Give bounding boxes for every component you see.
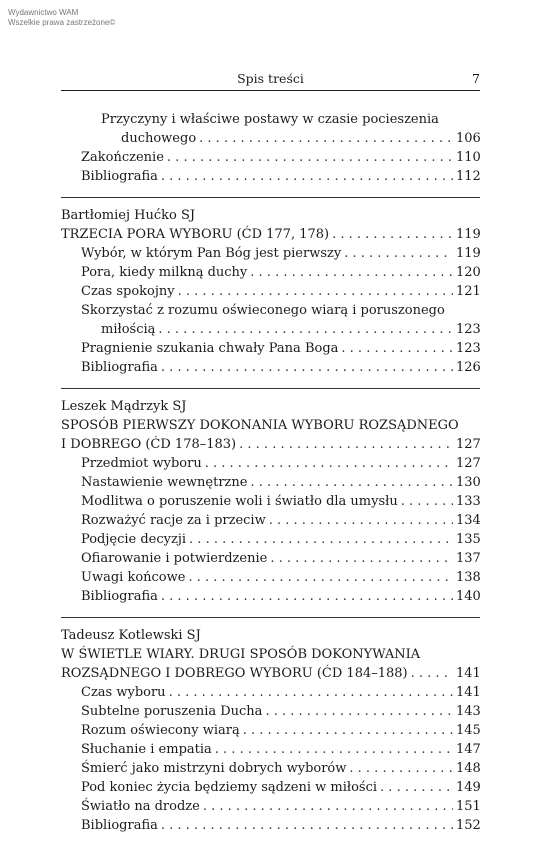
toc-entry-text: Modlitwa o poruszenie woli i światło dla umysłu: [81, 494, 398, 509]
toc-entry-text: Pora, kiedy milkną duchy: [81, 265, 248, 280]
toc-entry: [61, 816, 480, 835]
publisher-watermark: [8, 8, 115, 28]
watermark-line2: Wszelkie prawa zastrzeżone©: [8, 18, 116, 27]
toc-entry: [61, 702, 480, 721]
toc-entry-text: miłością: [101, 322, 156, 337]
section-title-cont: [61, 664, 480, 683]
toc-entry-text: Skorzystać z rozumu oświeconego wiarą i poruszonego: [81, 303, 445, 318]
toc-entry: [61, 301, 480, 320]
toc-page: 130: [456, 475, 481, 490]
toc-entry-text: duchowego: [121, 131, 197, 146]
section-author: Bartłomiej Hućko SJ: [61, 208, 196, 223]
toc-page: 127: [456, 437, 481, 452]
toc-page: 134: [456, 513, 481, 528]
toc-entry: [61, 148, 480, 167]
toc-entry: [61, 511, 480, 530]
section-title-text: W ŚWIETLE WIARY. DRUGI SPOSÓB DOKONYWANIA: [61, 647, 421, 662]
toc-page: 141: [456, 685, 481, 700]
toc-entry: [61, 358, 480, 377]
toc-entry-text: Bibliografia: [81, 360, 158, 375]
toc-page: 123: [456, 322, 481, 337]
toc-entry-text: Słuchanie i empatia: [81, 742, 212, 757]
section-author: Leszek Mądrzyk SJ: [61, 399, 187, 414]
toc-page: 140: [456, 589, 481, 604]
header-title: Spis treści: [237, 71, 304, 86]
toc-entry-text: Ofiarowanie i potwierdzenie: [81, 551, 268, 566]
toc-entry: [61, 167, 480, 186]
toc-page: 149: [456, 780, 481, 795]
toc-page: 135: [456, 532, 481, 547]
toc-page: 133: [456, 494, 481, 509]
toc-entry: [61, 530, 480, 549]
toc-entry-text: Rozważyć racje za i przeciw: [81, 513, 266, 528]
toc-page: 110: [456, 150, 481, 165]
toc-page: 137: [456, 551, 481, 566]
section-title: [61, 225, 480, 244]
toc-entry-text: Subtelne poruszenia Ducha: [81, 704, 263, 719]
toc-entry: [61, 721, 480, 740]
toc-entry: [61, 549, 480, 568]
section-title-text: I DOBREGO (ĆD 178–183): [61, 437, 237, 452]
toc-entry-text: Czas spokojny: [81, 284, 175, 299]
section-title-text: TRZECIA PORA WYBORU (ĆD 177, 178): [61, 227, 330, 242]
toc-entry-text: Rozum oświecony wiarą: [81, 723, 240, 738]
toc-entry: [61, 759, 480, 778]
section-title: [61, 645, 480, 664]
toc-entry-text: Światło na drodze: [81, 799, 200, 814]
toc-entry-text: Przedmiot wyboru: [81, 456, 202, 471]
toc-entry: [61, 473, 480, 492]
toc-entry-cont: [61, 320, 480, 339]
toc-page: 148: [456, 761, 481, 776]
toc-entry: [61, 587, 480, 606]
toc-entry-text: Pragnienie szukania chwały Pana Boga: [81, 341, 339, 356]
toc-page: 147: [456, 742, 481, 757]
toc-entry: [61, 339, 480, 358]
toc-entry: [61, 492, 480, 511]
toc-page: 106: [456, 131, 481, 146]
toc-page: 112: [456, 169, 481, 184]
toc-entry-text: Podjęcie decyzji: [81, 532, 187, 547]
toc-page: 143: [456, 704, 481, 719]
section-title: [61, 416, 480, 435]
toc-page: 120: [456, 265, 481, 280]
toc-page: 141: [456, 666, 481, 681]
toc-section: [61, 617, 480, 835]
toc-entry-text: Bibliografia: [81, 169, 158, 184]
toc-page: 151: [456, 799, 481, 814]
toc-entry-text: Przyczyny i właściwe postawy w czasie pocieszenia: [101, 112, 439, 127]
toc-entry: [61, 797, 480, 816]
toc-entry-text: Wybór, w którym Pan Bóg jest pierwszy: [81, 246, 342, 261]
toc-section: [61, 388, 480, 606]
toc-entry: [61, 740, 480, 759]
toc-entry: [61, 454, 480, 473]
section-author: Tadeusz Kotlewski SJ: [61, 628, 201, 643]
toc-page: 119: [456, 246, 481, 261]
toc-page: 126: [456, 360, 481, 375]
toc-entry-cont: [61, 129, 480, 148]
section-title-cont: [61, 435, 480, 454]
toc-page: 121: [456, 284, 481, 299]
table-of-contents: [61, 110, 480, 835]
toc-page: 145: [456, 723, 481, 738]
toc-entry-text: Zakończenie: [81, 150, 164, 165]
watermark-line1: Wydawnictwo WAM: [8, 8, 79, 17]
toc-page: 127: [456, 456, 481, 471]
toc-section: [61, 197, 480, 377]
toc-entry-text: Bibliografia: [81, 818, 158, 833]
toc-entry-text: Czas wyboru: [81, 685, 166, 700]
toc-entry-text: Pod koniec życia będziemy sądzeni w miłości: [81, 780, 378, 795]
toc-page: 123: [456, 341, 481, 356]
toc-entry: [61, 568, 480, 587]
toc-entry: [61, 110, 480, 129]
page-number: 7: [472, 71, 480, 86]
toc-page: 138: [456, 570, 481, 585]
running-header: [61, 70, 480, 91]
toc-page: 119: [456, 227, 481, 242]
toc-entry-text: Śmierć jako mistrzyni dobrych wyborów: [81, 761, 347, 776]
toc-entry-text: Bibliografia: [81, 589, 158, 604]
toc-entry: [61, 263, 480, 282]
toc-entry-text: Nastawienie wewnętrzne: [81, 475, 248, 490]
section-title-text: SPOSÓB PIERWSZY DOKONANIA WYBORU ROZSĄDNEGO: [61, 418, 459, 433]
toc-entry-text: Uwagi końcowe: [81, 570, 186, 585]
toc-entry: [61, 683, 480, 702]
toc-entry: [61, 244, 480, 263]
toc-entry: [61, 282, 480, 301]
toc-page: 152: [456, 818, 481, 833]
toc-entry: [61, 778, 480, 797]
section-title-text: ROZSĄDNEGO I DOBREGO WYBORU (ĆD 184–188): [61, 666, 408, 681]
